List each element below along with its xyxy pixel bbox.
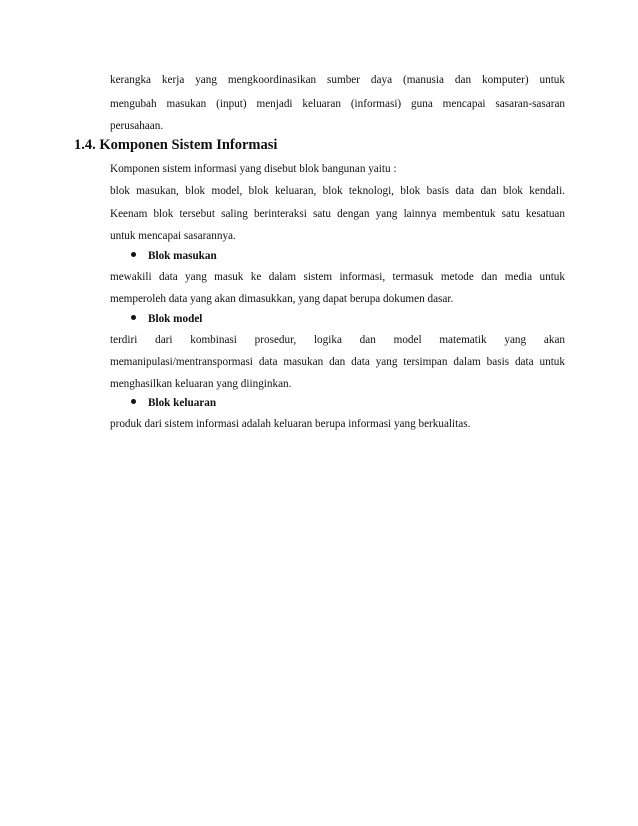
block-model-line-2: memanipulasi/mentranspormasi data masukan dan data yang tersimpan dalam basis data untuk	[110, 356, 565, 368]
intro-line-3: perusahaan.	[110, 120, 164, 132]
bullet-title: Blok masukan	[148, 250, 217, 262]
bullet-title: Blok keluaran	[148, 397, 217, 409]
bullet-icon	[131, 399, 136, 404]
section-heading: 1.4. Komponen Sistem Informasi	[74, 137, 278, 153]
intro-line-2: mengubah masukan (input) menjadi keluaran (informasi) guna mencapai sasaran-sasaran	[110, 98, 565, 110]
bullet-icon	[131, 315, 136, 320]
block-model-line-3: menghasilkan keluaran yang diinginkan.	[110, 378, 292, 390]
block-masukan-line-1: mewakili data yang masuk ke dalam sistem informasi, termasuk metode dan media untuk	[110, 271, 565, 283]
bullet-blok-keluaran	[131, 396, 216, 410]
bullet-icon	[131, 252, 136, 257]
bullet-blok-model	[131, 312, 202, 326]
section-p1-line-2: blok masukan, blok model, blok keluaran, blok teknologi, blok basis data dan blok kendali.	[110, 185, 565, 197]
bullet-blok-masukan	[131, 249, 217, 263]
block-model-line-1: terdiri dari kombinasi prosedur, logika dan model matematik yang akan	[110, 334, 565, 346]
block-masukan-line-2: memperoleh data yang akan dimasukkan, yang dapat berupa dokumen dasar.	[110, 293, 454, 305]
block-keluaran-line-1: produk dari sistem informasi adalah keluaran berupa informasi yang berkualitas.	[110, 418, 471, 430]
section-p1-line-1: Komponen sistem informasi yang disebut blok bangunan yaitu :	[110, 163, 397, 175]
section-p1-line-3: Keenam blok tersebut saling berinteraksi satu dengan yang lainnya membentuk satu kesatuan	[110, 208, 565, 220]
intro-line-1: kerangka kerja yang mengkoordinasikan sumber daya (manusia dan komputer) untuk	[110, 74, 565, 86]
section-p1-line-4: untuk mencapai sasarannya.	[110, 230, 236, 242]
bullet-title: Blok model	[148, 313, 203, 325]
